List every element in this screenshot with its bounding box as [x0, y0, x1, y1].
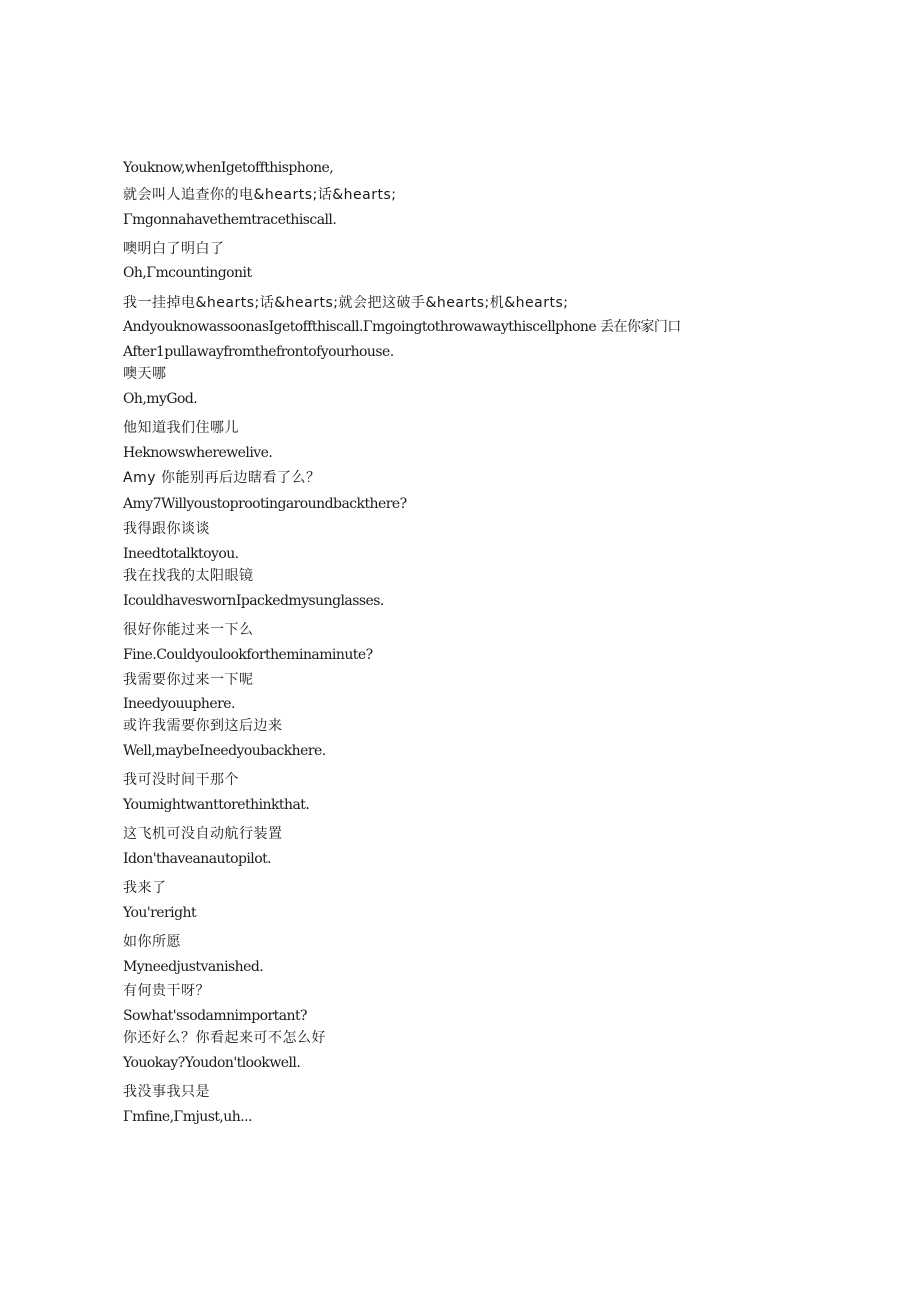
text-line: Γmfine,Γmjust,uh...	[123, 1109, 252, 1125]
text-line: Idon'thaveanautopilot.	[123, 851, 272, 867]
text-line: 如你所愿	[123, 934, 181, 950]
text-line: 就会叫人追查你的电&hearts;话&hearts;	[123, 187, 397, 203]
text-line: 噢明白了明白了	[123, 241, 225, 257]
text-line: You'reright	[123, 905, 197, 921]
text-line: Amy 你能别再后边瞎看了么？	[123, 470, 321, 486]
text-line: 很好你能过来一下么	[123, 622, 254, 638]
text-line: Youknow,whenIgetoffthisphone,	[123, 160, 334, 176]
text-line: After1pullawayfromthefrontofyourhouse.	[123, 344, 394, 360]
text-line: Well,maybeIneedyoubackhere.	[123, 743, 326, 759]
text-line: 我需要你过来一下呢	[123, 672, 254, 688]
text-line: 噢天哪	[123, 366, 167, 382]
text-line: 或许我需要你到这后边来	[123, 718, 283, 734]
text-line: Ineedyouuphere.	[123, 696, 235, 712]
text-line: 他知道我们住哪儿	[123, 420, 239, 436]
text-line: Ineedtotalktoyou.	[123, 546, 239, 562]
text-line: 这飞机可没自动航行装置	[123, 826, 283, 842]
text-line: 你还好么？你看起来可不怎么好	[123, 1030, 326, 1046]
text-line: Youmightwanttorethinkthat.	[123, 797, 310, 813]
text-line: 我一挂掉电&hearts;话&hearts;就会把这破手&hearts;机&hearts;	[123, 295, 569, 311]
text-line: 我来了	[123, 880, 167, 896]
text-line: Γmgonnahavethemtracethiscall.	[123, 212, 337, 228]
text-line: Oh,Γmcountingonit	[123, 265, 252, 281]
text-line: IcouldhaveswornIpackedmysunglasses.	[123, 593, 384, 609]
text-line: Heknowswherewelive.	[123, 445, 273, 461]
text-line: AndyouknowassoonasIgetoffthiscall.Γmgoingtothrowawaythiscellphone 丢在你家门口	[123, 319, 681, 335]
text-line: Oh,myGod.	[123, 391, 198, 407]
text-line: Myneedjustvanished.	[123, 959, 264, 975]
text-line: 我得跟你谈谈	[123, 521, 210, 537]
text-line: 我没事我只是	[123, 1084, 210, 1100]
text-line: 我在找我的太阳眼镜	[123, 568, 254, 584]
text-line: 有何贵干呀？	[123, 983, 210, 999]
text-line: Youokay?Youdon'tlookwell.	[123, 1055, 301, 1071]
text-line: 我可没时间干那个	[123, 772, 239, 788]
text-line: Amy7Willyoustoprootingaroundbackthere?	[123, 496, 407, 512]
text-line: Sowhat'ssodamnimportant?	[123, 1008, 307, 1024]
text-line: Fine.Couldyoulookfortheminaminute?	[123, 647, 373, 663]
